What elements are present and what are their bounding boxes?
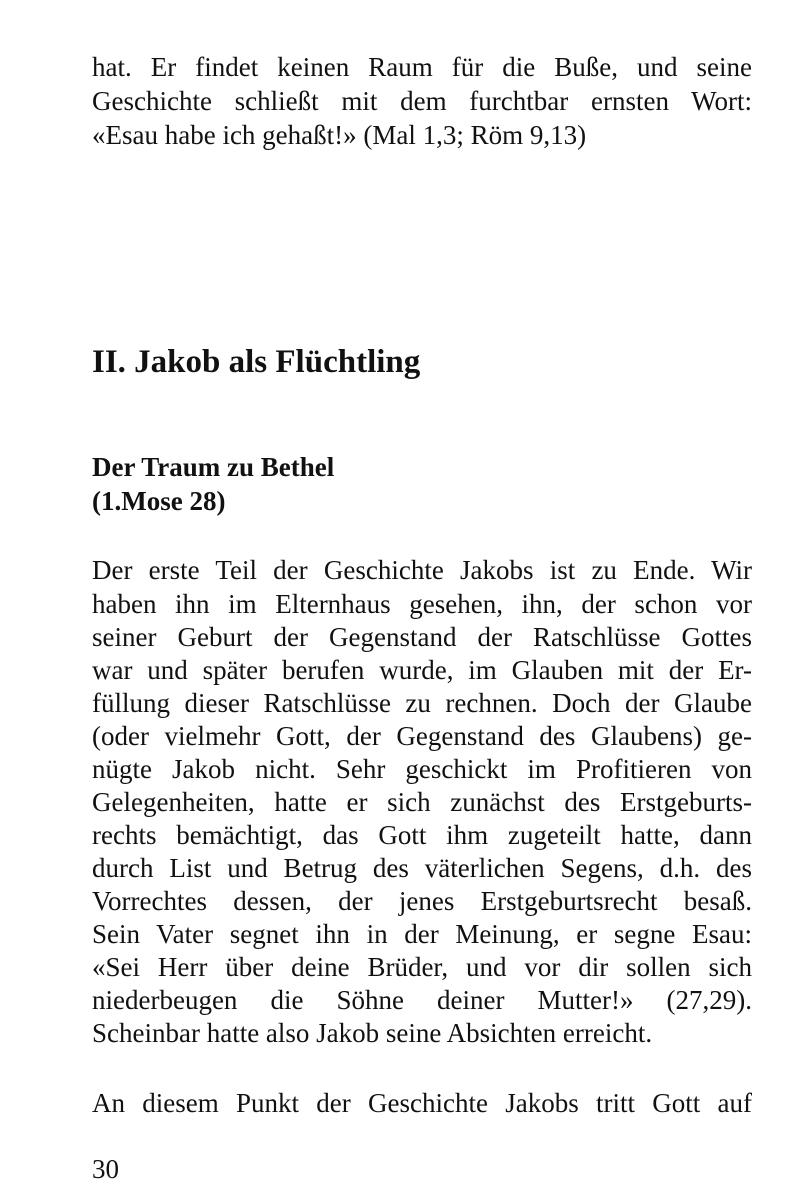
book-page xyxy=(92,0,752,1200)
text-line: Gelegenheiten, hatte er sich zunächst des Erstgeburts- xyxy=(92,787,752,817)
text-line: seiner Geburt der Gegenstand der Ratschlüsse Gottes xyxy=(92,622,752,652)
text-line: Geschichte schließt mit dem furchtbar ernsten Wort: xyxy=(92,86,752,116)
text-line: war und später berufen wurde, im Glauben mit der Er- xyxy=(92,655,752,685)
text-line: Vorrechtes dessen, der jenes Erstgeburtsrecht besaß. xyxy=(92,886,752,916)
text-line: hat. Er findet keinen Raum für die Buße, und seine xyxy=(92,52,752,82)
text-line: «Sei Herr über deine Brüder, und vor dir sollen sich xyxy=(92,952,752,982)
text-line: rechts bemächtigt, das Gott ihm zugeteilt hatte, dann xyxy=(92,820,752,850)
text-line: haben ihn im Elternhaus gesehen, ihn, der schon vor xyxy=(92,589,752,619)
text-line: Der erste Teil der Geschichte Jakobs ist zu Ende. Wir xyxy=(92,555,752,585)
chapter-reference: (1.Mose 28) xyxy=(92,486,226,516)
text-line: durch List und Betrug des väterlichen Segens, d.h. des xyxy=(92,853,752,883)
section-heading: II. Jakob als Flüchtling xyxy=(92,344,421,380)
chapter-title: Der Traum zu Bethel xyxy=(92,452,335,482)
text-line: niederbeugen die Söhne deiner Mutter!» (27,29). xyxy=(92,985,752,1015)
text-line: Scheinbar hatte also Jakob seine Absichten erreicht. xyxy=(92,1018,653,1048)
text-line: «Esau habe ich gehaßt!» (Mal 1,3; Röm 9,13) xyxy=(92,120,587,150)
text-line: nügte Jakob nicht. Sehr geschickt im Profitieren von xyxy=(92,754,752,784)
text-line: An diesem Punkt der Geschichte Jakobs tritt Gott auf xyxy=(92,1088,752,1118)
text-line: Sein Vater segnet ihn in der Meinung, er segne Esau: xyxy=(92,919,752,949)
text-line: füllung dieser Ratschlüsse zu rechnen. Doch der Glaube xyxy=(92,688,752,718)
page-number: 30 xyxy=(92,1154,119,1184)
text-line: (oder vielmehr Gott, der Gegenstand des Glaubens) ge- xyxy=(92,721,752,751)
